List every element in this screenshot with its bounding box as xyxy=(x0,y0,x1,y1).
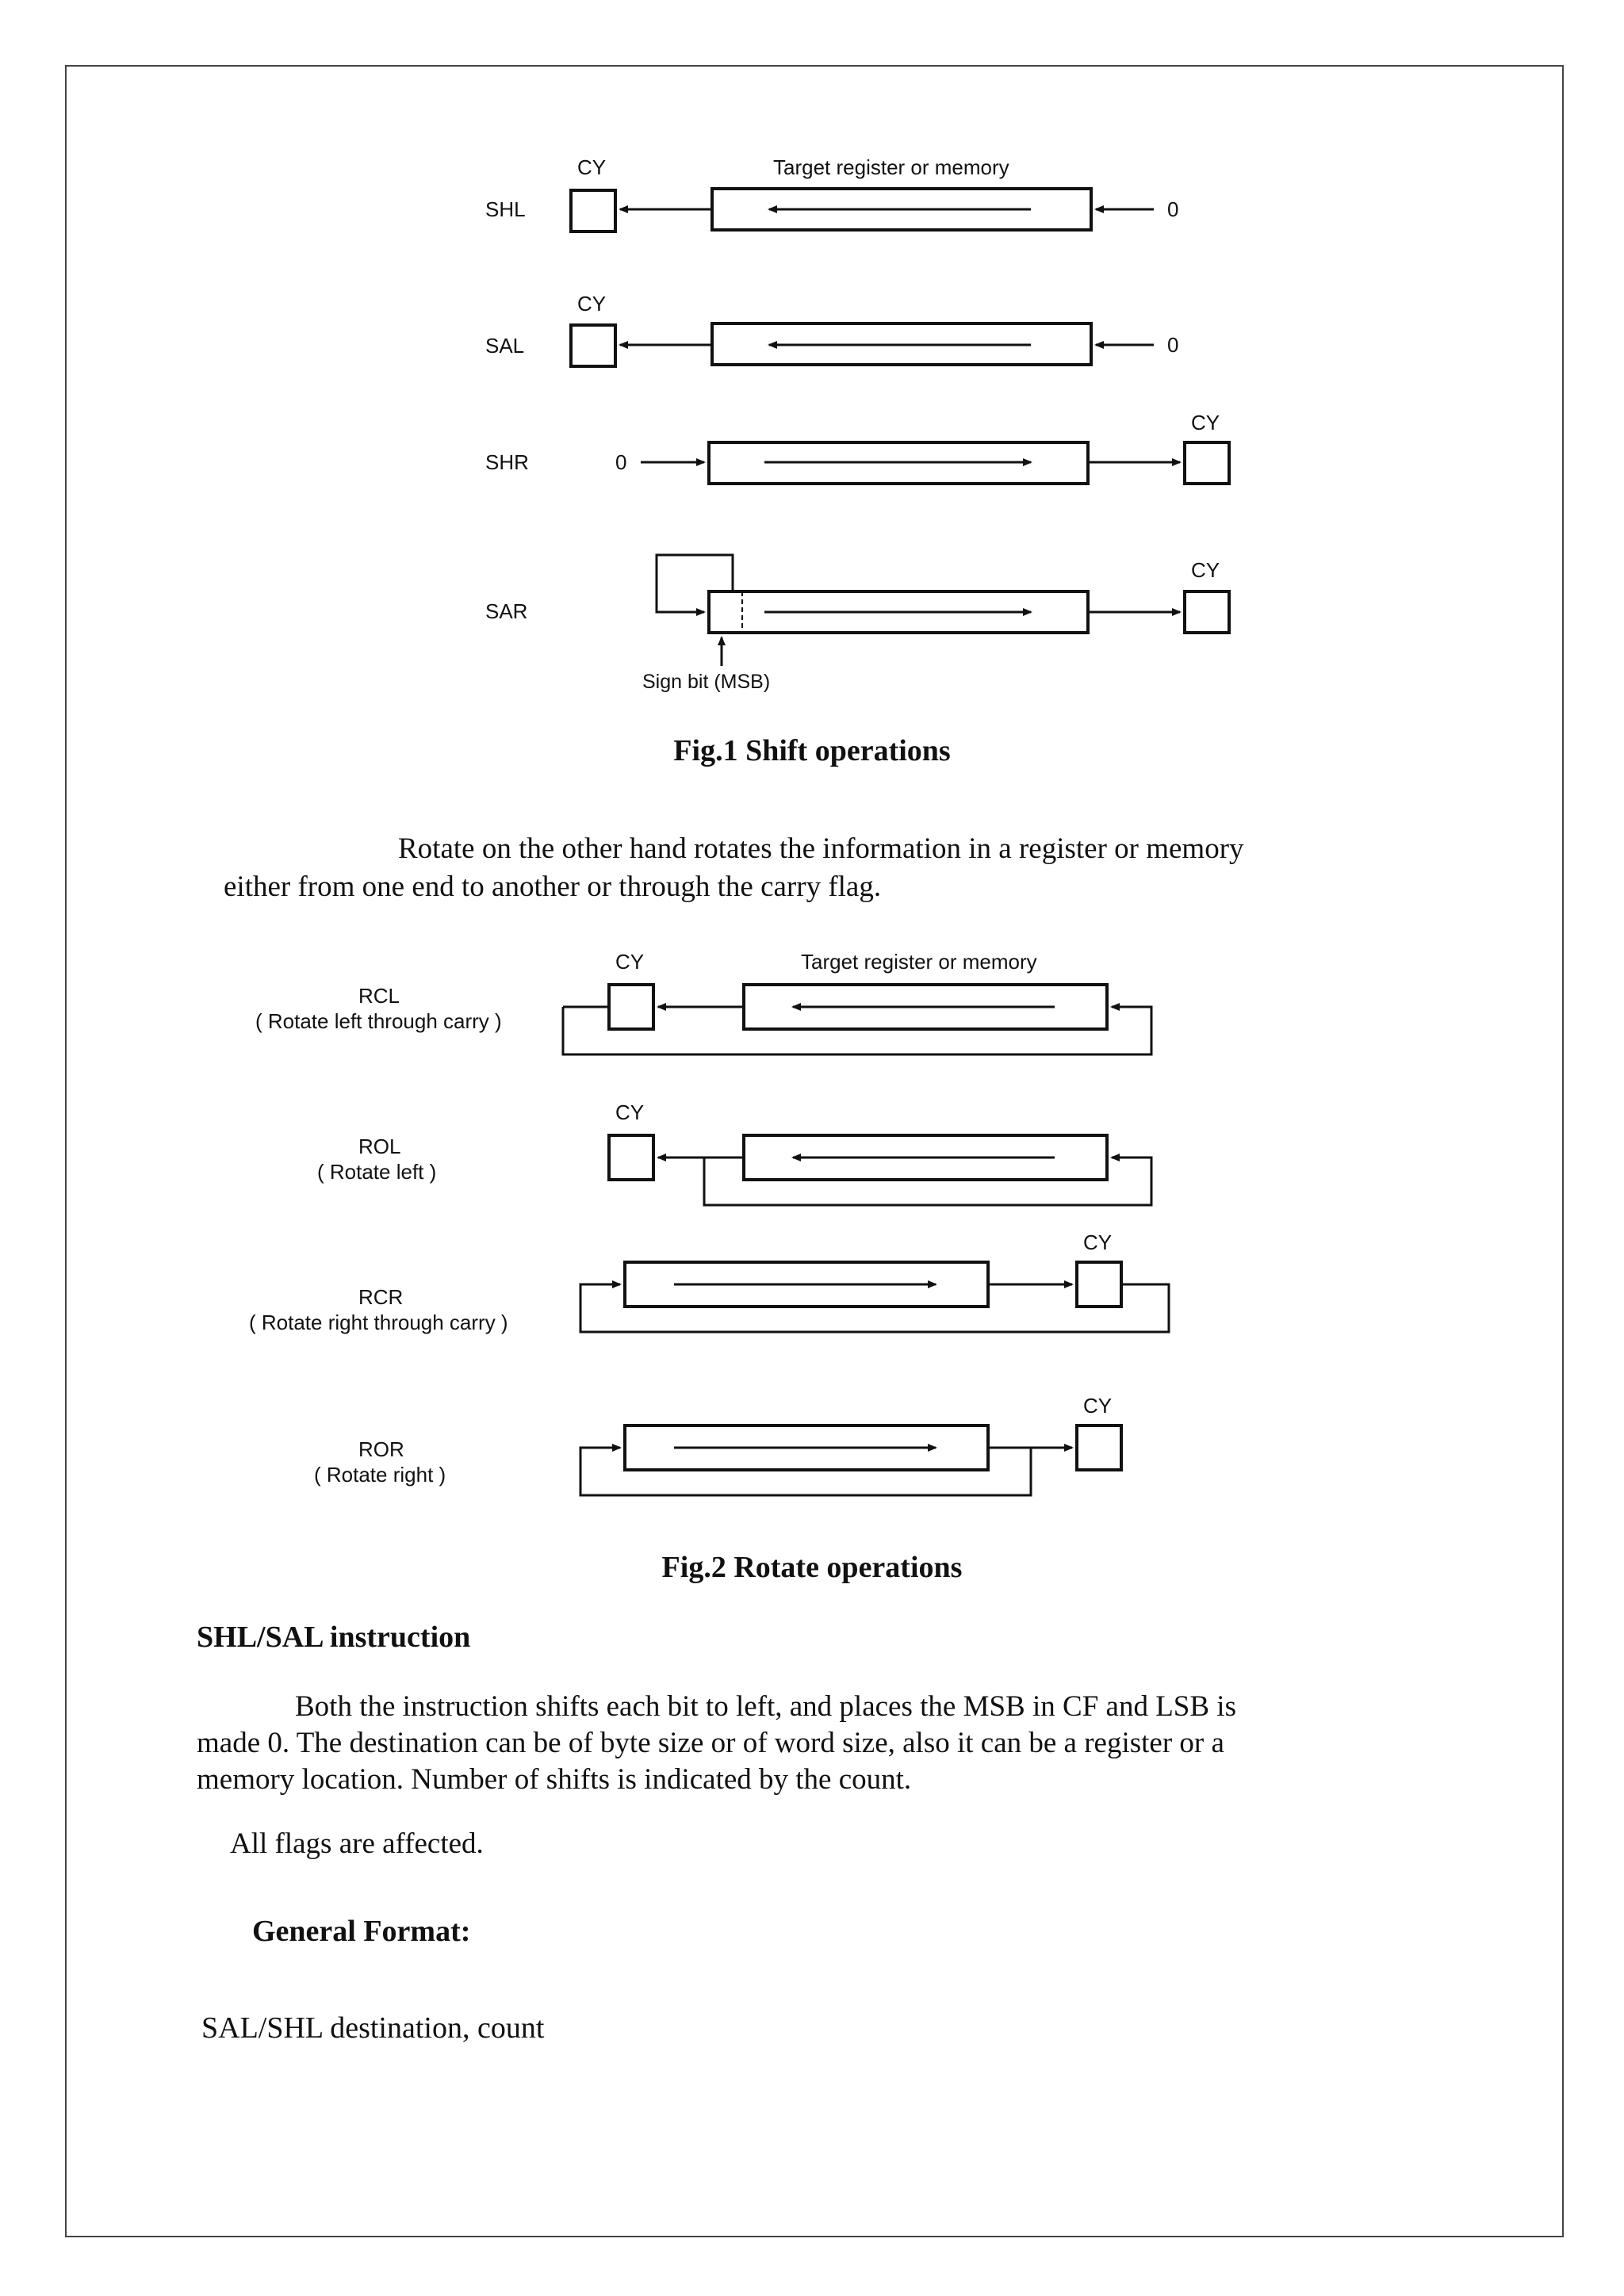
cy-box xyxy=(609,985,653,1029)
op-desc-rol: ( Rotate left ) xyxy=(317,1160,437,1184)
general-format-label: General Format: xyxy=(252,1915,471,1948)
fig1-caption: Fig.1 Shift operations xyxy=(673,734,951,767)
section-body-line2: made 0. The destination can be of byte size or of word size, also it can be a register or a xyxy=(197,1727,1224,1759)
flags-note: All flags are affected. xyxy=(230,1827,484,1860)
op-desc-rcl: ( Rotate left through carry ) xyxy=(255,1009,502,1033)
target-label: Target register or memory xyxy=(801,950,1037,974)
cy-box xyxy=(609,1135,653,1180)
zero-input: 0 xyxy=(1167,333,1179,357)
cy-label: CY xyxy=(577,292,607,316)
op-desc-ror: ( Rotate right ) xyxy=(314,1463,446,1487)
op-desc-rcr: ( Rotate right through carry ) xyxy=(249,1311,508,1334)
section-heading: SHL/SAL instruction xyxy=(197,1621,471,1654)
rotate-operations-diagram xyxy=(0,936,1624,1506)
fig2-caption: Fig.2 Rotate operations xyxy=(661,1551,963,1584)
cy-box xyxy=(571,190,615,232)
cy-label: CY xyxy=(1191,558,1220,582)
cy-label: CY xyxy=(1083,1394,1113,1418)
op-label-sal: SAL xyxy=(485,334,525,358)
rotate-paragraph-line1: Rotate on the other hand rotates the information in a register or memory xyxy=(398,832,1244,865)
op-label-rol: ROL xyxy=(358,1135,401,1158)
cy-box xyxy=(1185,442,1229,484)
op-label-ror: ROR xyxy=(358,1437,404,1461)
zero-input: 0 xyxy=(615,450,627,474)
target-label: Target register or memory xyxy=(773,155,1009,179)
cy-box xyxy=(571,325,615,366)
op-label-shl: SHL xyxy=(485,197,526,221)
rotate-paragraph-line2: either from one end to another or through the carry flag. xyxy=(224,871,882,903)
section-body-line3: memory location. Number of shifts is indicated by the count. xyxy=(197,1763,912,1796)
cy-box xyxy=(1185,591,1229,633)
op-label-rcl: RCL xyxy=(358,984,400,1008)
general-format-code: SAL/SHL destination, count xyxy=(201,2011,545,2045)
sign-bit-label: Sign bit (MSB) xyxy=(642,671,771,693)
cy-box xyxy=(1077,1425,1121,1470)
shift-operations-diagram xyxy=(0,143,1624,714)
cy-label: CY xyxy=(1083,1230,1113,1254)
zero-input: 0 xyxy=(1167,197,1179,221)
op-label-shr: SHR xyxy=(485,450,529,474)
cy-label: CY xyxy=(615,1100,645,1124)
cy-label: CY xyxy=(615,950,645,974)
cy-box xyxy=(1077,1262,1121,1307)
cy-label: CY xyxy=(577,155,607,179)
cy-label: CY xyxy=(1191,411,1220,434)
op-label-rcr: RCR xyxy=(358,1285,404,1309)
section-body-line1: Both the instruction shifts each bit to left, and places the MSB in CF and LSB is xyxy=(295,1690,1236,1723)
op-label-sar: SAR xyxy=(485,599,528,623)
